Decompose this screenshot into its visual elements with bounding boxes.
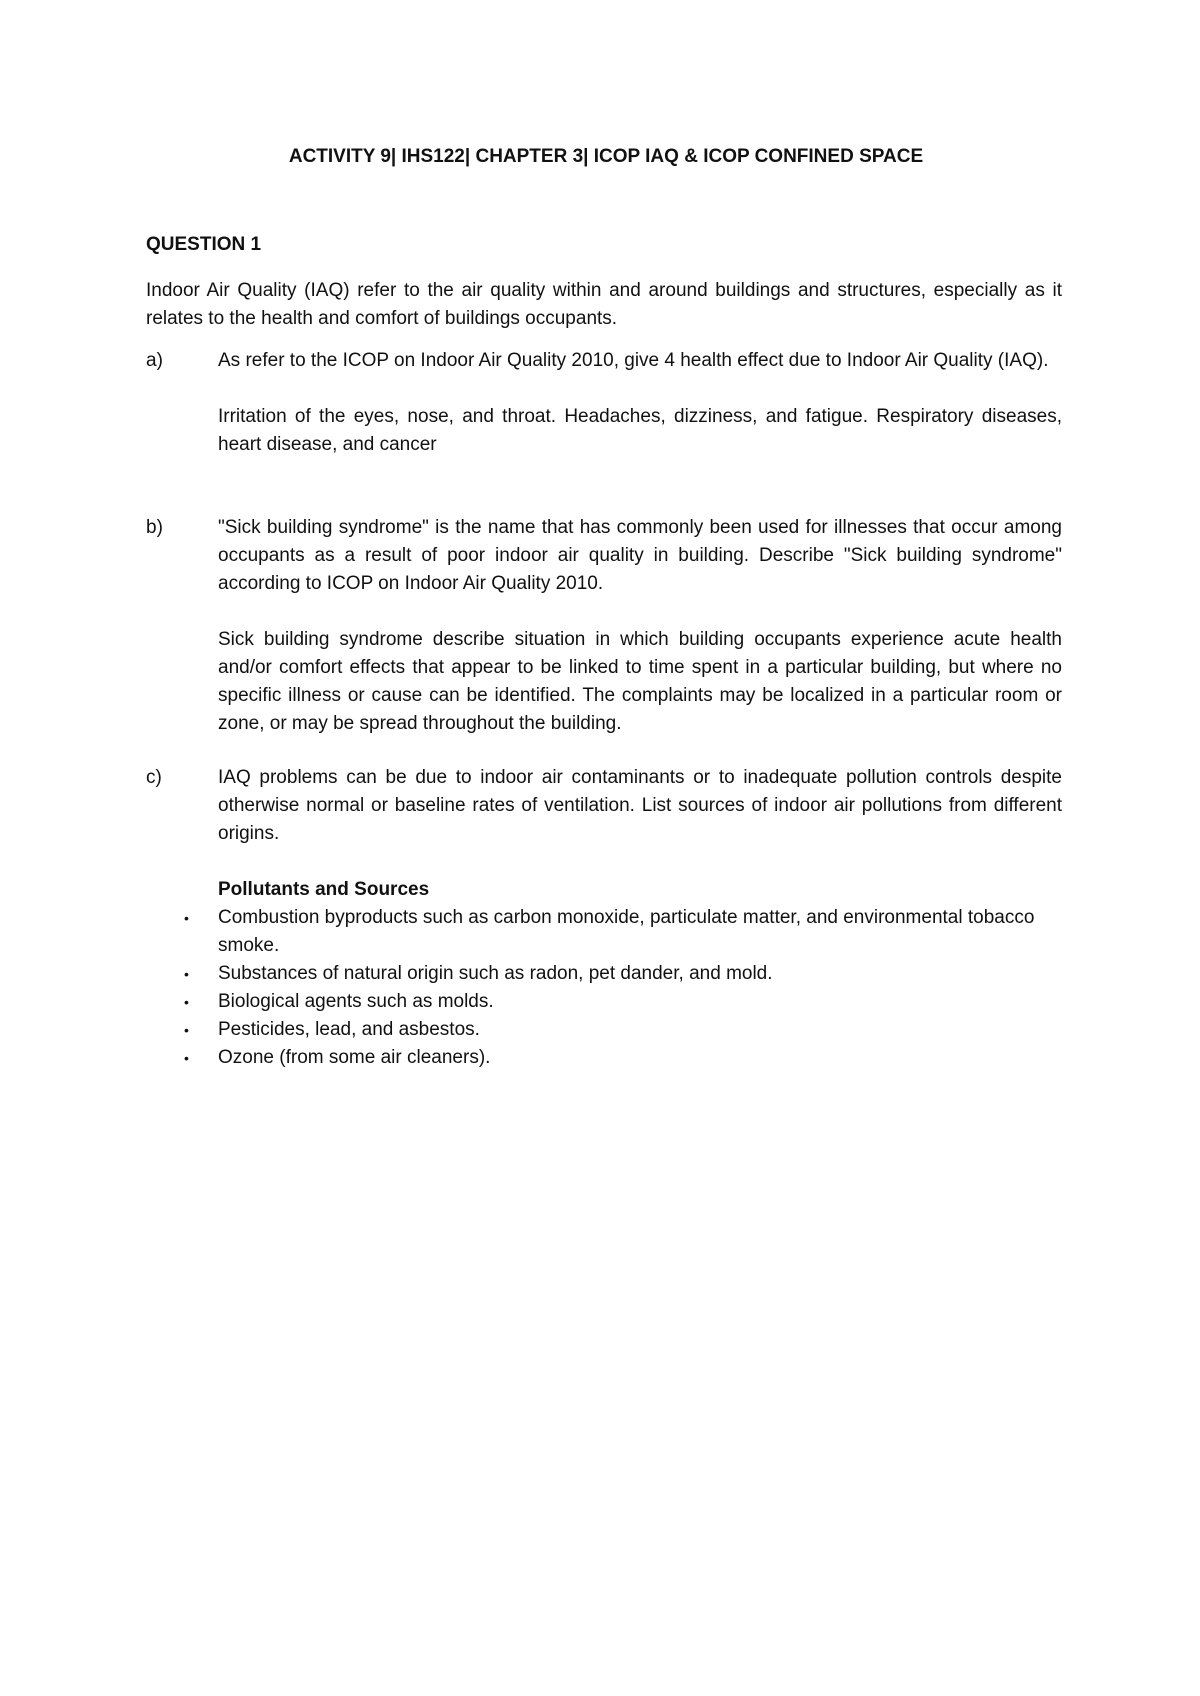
question-intro: Indoor Air Quality (IAQ) refer to the air quality within and around buildings and structures, especially as it relates to the health and comfort of buildings occupants. bbox=[146, 280, 1062, 329]
pollutants-list bbox=[184, 904, 1062, 1072]
item-body bbox=[218, 514, 1062, 738]
document-title: ACTIVITY 9| IHS122| CHAPTER 3| ICOP IAQ & ICOP CONFINED SPACE bbox=[288, 146, 924, 167]
bullet-icon: • bbox=[184, 1022, 189, 1038]
pollutants-subheading: Pollutants and Sources bbox=[218, 879, 430, 900]
bullet-icon: • bbox=[184, 910, 189, 926]
question-heading: QUESTION 1 bbox=[146, 234, 262, 255]
list-item bbox=[184, 1016, 1062, 1044]
list-item bbox=[184, 988, 1062, 1016]
item-body bbox=[218, 347, 1062, 459]
item-answer: Irritation of the eyes, nose, and throat. Headaches, dizziness, and fatigue. Respiratory diseases, heart disease, and cancer bbox=[218, 406, 1062, 455]
list-item-text: Combustion byproducts such as carbon monoxide, particulate matter, and environmental tobacco smoke. bbox=[218, 907, 1035, 956]
list-item-text: Biological agents such as molds. bbox=[218, 991, 494, 1012]
item-question: IAQ problems can be due to indoor air contaminants or to inadequate pollution controls despite otherwise normal or baseline rates of ventilation. List sources of indoor air pollutions from different origins. bbox=[218, 767, 1062, 844]
bullet-icon: • bbox=[184, 1050, 189, 1066]
list-item-text: Pesticides, lead, and asbestos. bbox=[218, 1019, 480, 1040]
list-item bbox=[184, 904, 1062, 960]
item-letter: a) bbox=[146, 350, 163, 371]
item-question: "Sick building syndrome" is the name that has commonly been used for illnesses that occur among occupants as a result of poor indoor air quality in building. Describe "Sick building syndrome" according to ICOP on Indoor Air Quality 2010. bbox=[218, 517, 1062, 594]
item-letter: b) bbox=[146, 517, 163, 538]
item-answer: Sick building syndrome describe situation in which building occupants experience acute health and/or comfort effects that appear to be linked to time spent in a particular building, but where no specific illness or cause can be identified. The complaints may be localized in a particular room or zone, or may be spread throughout the building. bbox=[218, 629, 1062, 734]
list-item bbox=[184, 1044, 1062, 1072]
bullet-icon: • bbox=[184, 966, 189, 982]
list-item bbox=[184, 960, 1062, 988]
list-item-text: Ozone (from some air cleaners). bbox=[218, 1047, 491, 1068]
list-item-text: Substances of natural origin such as radon, pet dander, and mold. bbox=[218, 963, 773, 984]
bullet-icon: • bbox=[184, 994, 189, 1010]
item-question: As refer to the ICOP on Indoor Air Quality 2010, give 4 health effect due to Indoor Air Quality (IAQ). bbox=[218, 350, 1049, 371]
item-letter: c) bbox=[146, 767, 162, 788]
item-body bbox=[184, 764, 1062, 1072]
